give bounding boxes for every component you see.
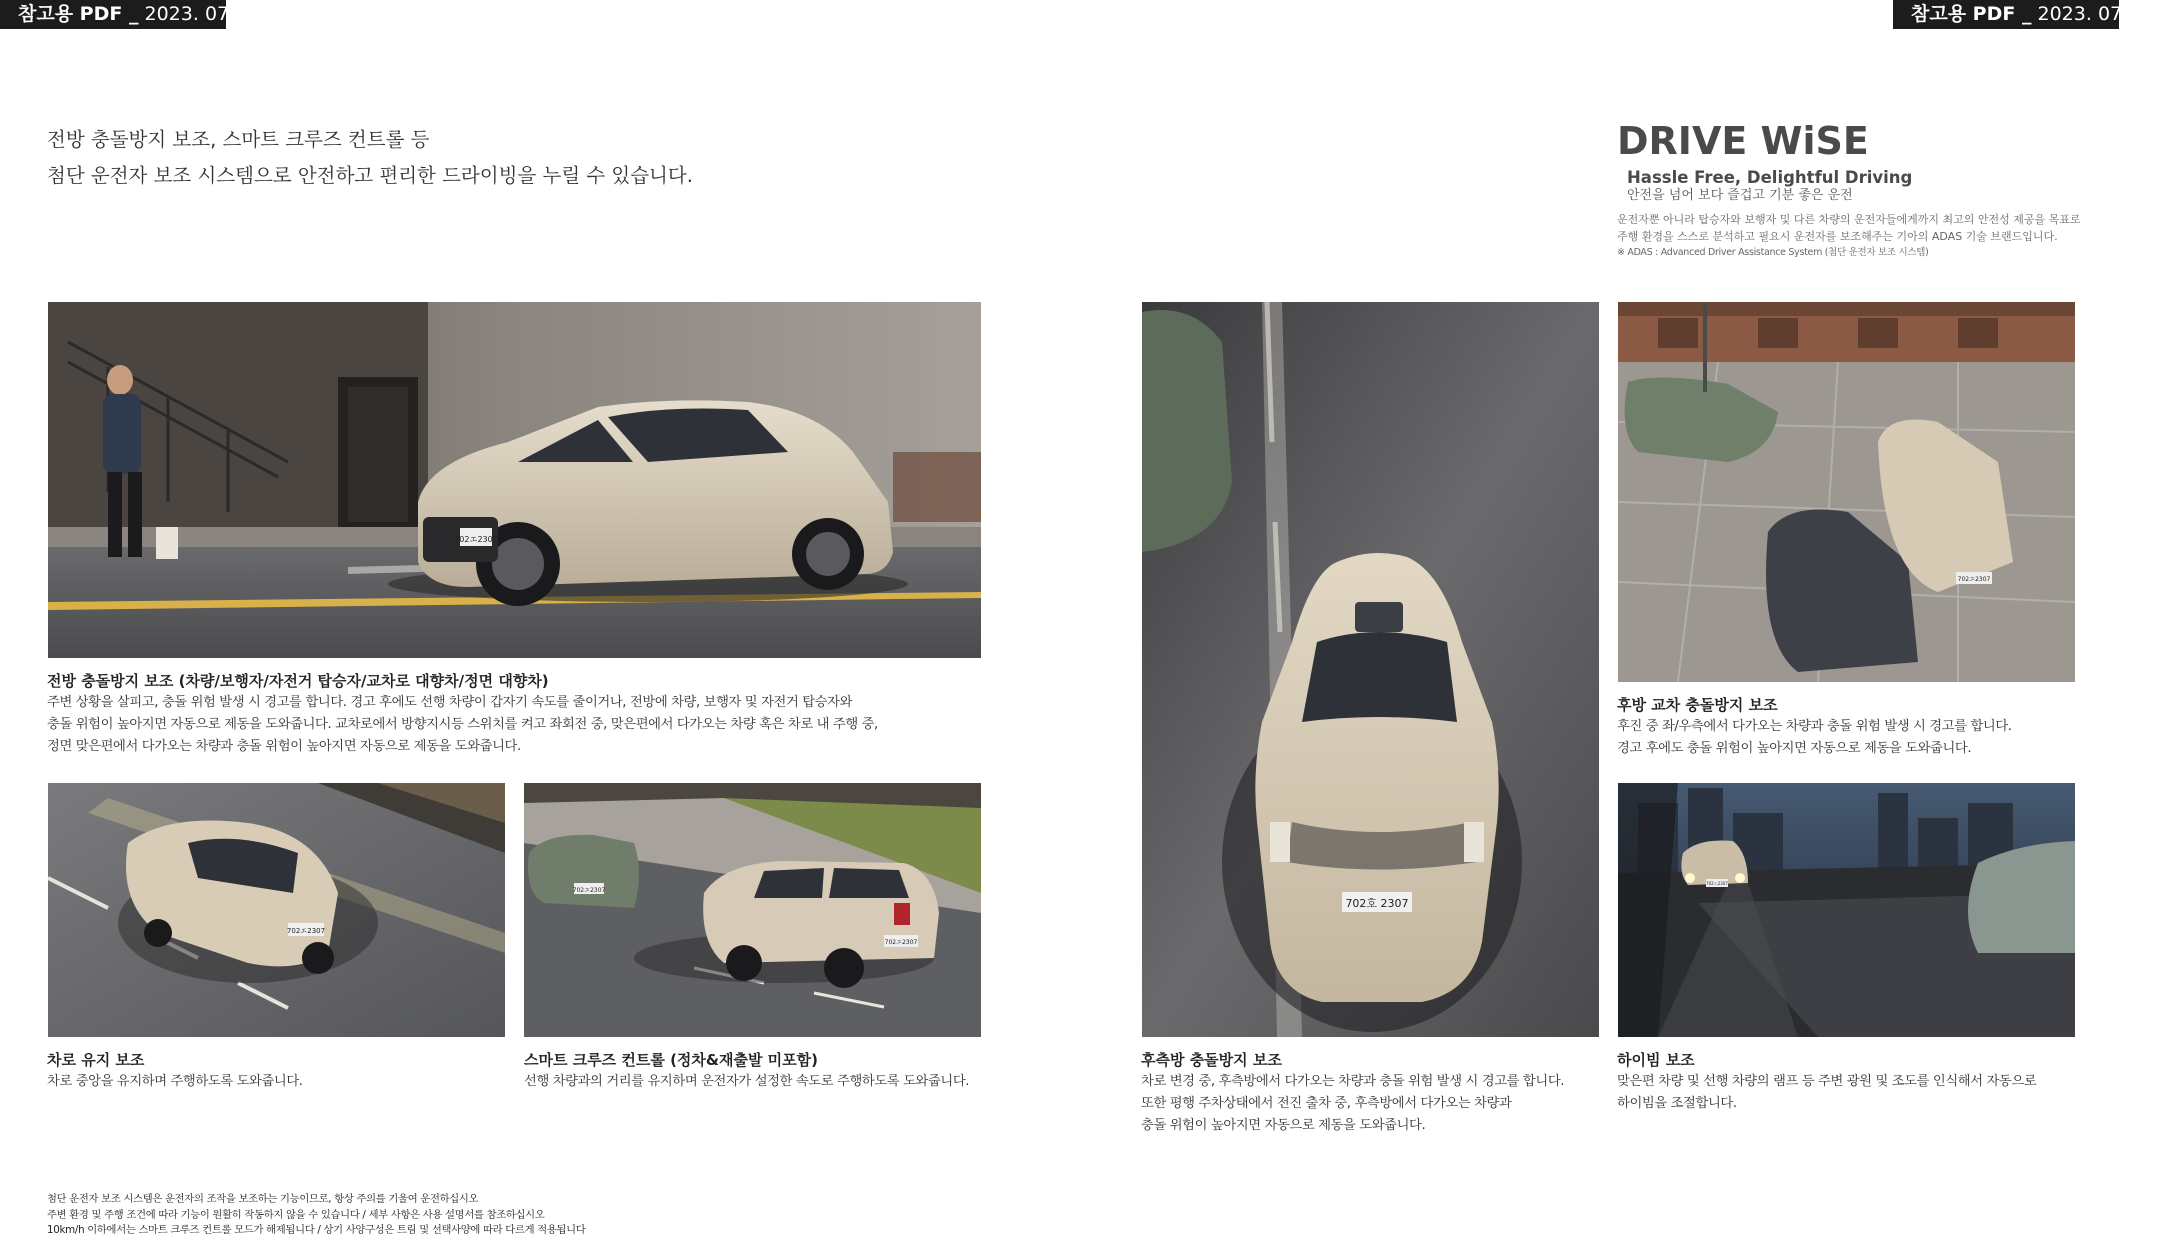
reference-tag-left xyxy=(0,0,266,29)
lka-desc-1: 차로 중앙을 유지하며 주행하도록 도와줍니다. xyxy=(47,1074,303,1089)
reference-tag-date: 2023. 07. 05 xyxy=(2031,3,2158,25)
scc-title: 스마트 크루즈 컨트롤 (정차&재출발 미포함) xyxy=(524,1051,819,1069)
license-plate: 702エ2307 xyxy=(454,535,498,544)
brand-tagline-ko: 안전을 넘어 보다 즐겁고 기분 좋은 운전 xyxy=(1627,188,1853,203)
license-plate: 702エ2307 xyxy=(572,887,606,894)
reference-tag-label: 참고용 PDF _ xyxy=(18,3,139,25)
fca-desc-3: 정면 맞은편에서 다가오는 차량과 충돌 위험이 높아지면 자동으로 제동을 도와줍니다. xyxy=(47,739,521,754)
hba-photo xyxy=(1618,783,2075,1037)
license-plate: 702エ2307 xyxy=(1706,881,1728,886)
scc-caption xyxy=(524,1049,969,1093)
rcca-caption xyxy=(1617,694,2012,760)
drive-wise-logo: DRIVE WiSE xyxy=(1617,119,1869,163)
brand-description xyxy=(1617,211,2081,245)
reference-tag-label: 참고용 PDF _ xyxy=(1911,3,2032,25)
rcca-photo xyxy=(1618,302,2075,682)
footnote-line: 첨단 운전자 보조 시스템은 운전자의 조작을 보조하는 기능이므로, 항상 주의를 기울여 운전하십시오 xyxy=(47,1193,479,1205)
lka-photo xyxy=(48,783,505,1037)
license-plate: 702エ2307 xyxy=(1957,576,1991,583)
lka-title: 차로 유지 보조 xyxy=(47,1051,145,1069)
intro-line-1: 전방 충돌방지 보조, 스마트 크루즈 컨트롤 등 xyxy=(47,128,430,151)
fca-desc-1: 주변 상황을 살피고, 충돌 위험 발생 시 경고를 합니다. 경고 후에도 선행 차량이 갑자기 속도를 줄이거나, 전방에 차량, 보행자 및 자전거 탑승자와 xyxy=(47,695,853,710)
brand-description-line: 운전자뿐 아니라 탑승자와 보행자 및 다른 차량의 운전자들에게까지 최고의 안전성 제공을 목표로 xyxy=(1617,213,2081,226)
fca-photo xyxy=(48,302,981,658)
disclaimer-footnote xyxy=(47,1192,585,1239)
intro-line-2: 첨단 운전자 보조 시스템으로 안전하고 편리한 드라이빙을 누릴 수 있습니다. xyxy=(47,164,693,187)
license-plate: 702エ2307 xyxy=(286,927,326,935)
brand-tagline xyxy=(1627,164,1912,205)
fca-caption xyxy=(47,670,878,758)
bca-desc-2: 또한 평행 주차상태에서 전진 출차 중, 후측방에서 다가오는 차량과 xyxy=(1141,1096,1512,1111)
brand-tagline-en: Hassle Free, Delightful Driving xyxy=(1627,168,1913,187)
hba-desc-2: 하이빔을 조절합니다. xyxy=(1617,1096,1737,1111)
rcca-desc-2: 경고 후에도 충돌 위험이 높아지면 자동으로 제동을 도와줍니다. xyxy=(1617,741,1972,756)
drive-wise-brand xyxy=(1617,118,2081,261)
hba-desc-1: 맞은편 차량 및 선행 차량의 램프 등 주변 광원 및 조도를 인식해서 자동으로 xyxy=(1617,1074,2037,1089)
rcca-title: 후방 교차 충돌방지 보조 xyxy=(1617,696,1778,714)
bca-photo xyxy=(1142,302,1599,1037)
brand-description-line: 주행 환경을 스스로 분석하고 필요시 운전자를 보조해주는 기아의 ADAS 기술 브랜드입니다. xyxy=(1617,230,2058,243)
fca-desc-2: 충돌 위험이 높아지면 자동으로 제동을 도와줍니다. 교차로에서 방향지시등 스위치를 켜고 좌회전 중, 맞은편에서 다가오는 차량 혹은 차로 내 주행 중, xyxy=(47,717,878,732)
fca-title: 전방 충돌방지 보조 (차량/보행자/자전거 탑승자/교차로 대향차/정면 대향차) xyxy=(47,672,549,690)
scc-photo xyxy=(524,783,981,1037)
footnote-line: 10km/h 이하에서는 스마트 크루즈 컨트롤 모드가 해제됩니다 / 상기 사양구성은 트림 및 선택사양에 따라 다르게 적용됩니다 xyxy=(47,1224,586,1236)
bca-title: 후측방 충돌방지 보조 xyxy=(1141,1051,1282,1069)
adas-note: ※ ADAS : Advanced Driver Assistance System (첨단 운전자 보조 시스템) xyxy=(1617,247,1929,258)
lka-caption xyxy=(47,1049,303,1093)
license-plate: 702エ2307 xyxy=(884,939,918,946)
reference-tag-date: 2023. 07. 05 xyxy=(138,3,266,25)
bca-desc-1: 차로 변경 중, 후측방에서 다가오는 차량과 충돌 위험 발생 시 경고를 합니다. xyxy=(1141,1074,1565,1089)
bca-caption xyxy=(1141,1049,1564,1137)
hba-caption xyxy=(1617,1049,2036,1115)
bca-desc-3: 충돌 위험이 높아지면 자동으로 제동을 도와줍니다. xyxy=(1141,1118,1426,1133)
license-plate: 702호 2307 xyxy=(1345,897,1409,910)
scc-desc-1: 선행 차량과의 거리를 유지하며 운전자가 설정한 속도로 주행하도록 도와줍니다. xyxy=(524,1074,970,1089)
intro-text xyxy=(47,122,693,194)
footnote-line: 주변 환경 및 주행 조건에 따라 기능이 원활히 작동하지 않을 수 있습니다 / 세부 사항은 사용 설명서를 참조하십시오 xyxy=(47,1208,545,1221)
reference-tag-right xyxy=(1893,0,2158,29)
rcca-desc-1: 후진 중 좌/우측에서 다가오는 차량과 충돌 위험 발생 시 경고를 합니다. xyxy=(1617,719,2012,734)
hba-title: 하이빔 보조 xyxy=(1617,1051,1695,1069)
